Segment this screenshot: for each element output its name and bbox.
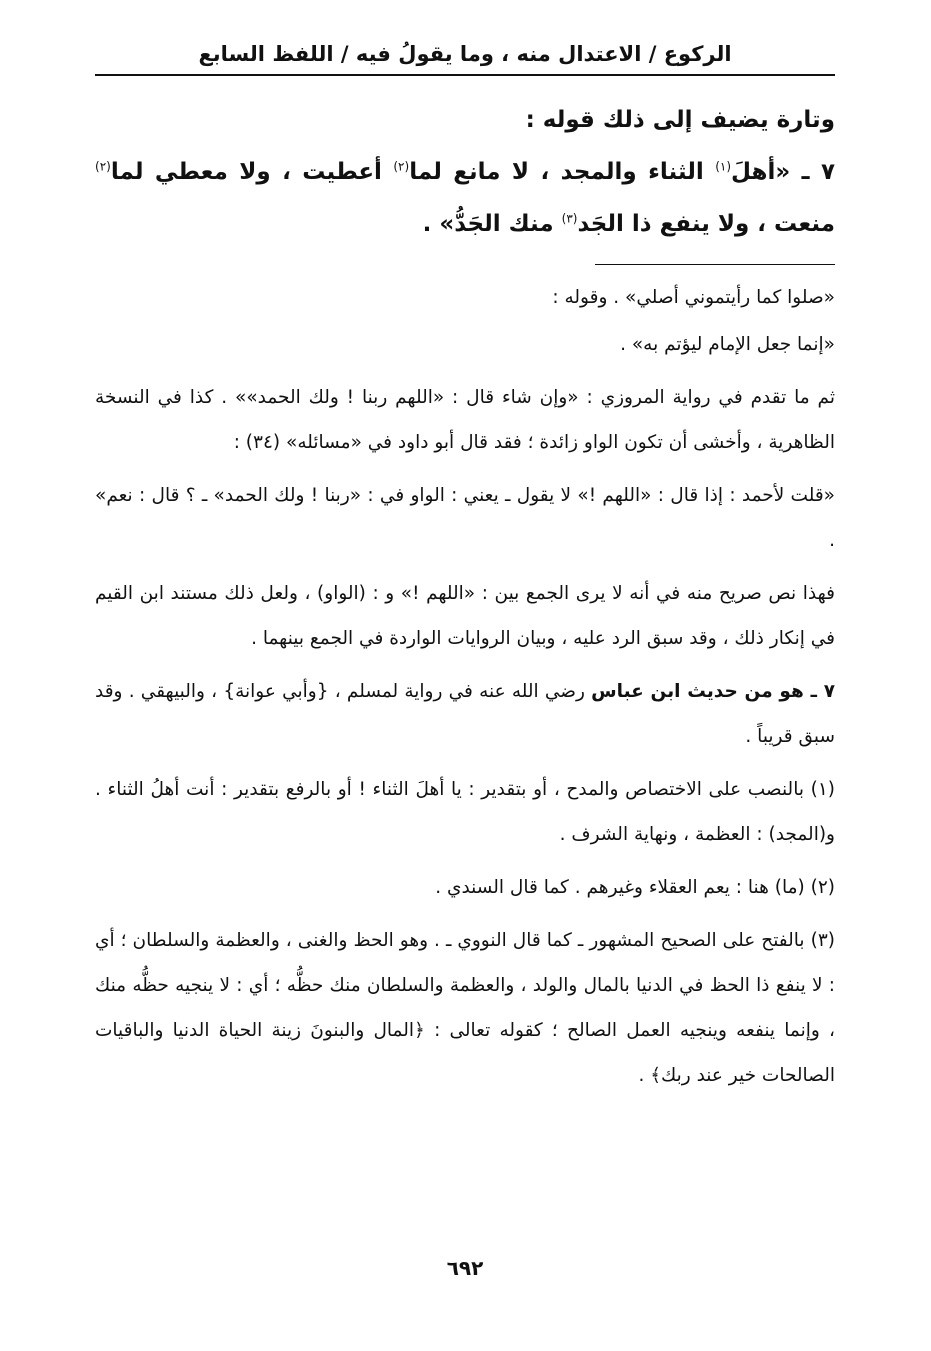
running-title: الركوع / الاعتدال منه ، وما يقولُ فيه / اللفظ السابع bbox=[95, 38, 835, 76]
note-paragraph: «إنما جعل الإمام ليؤتم به» . bbox=[620, 334, 835, 355]
note-paragraph: «صلوا كما رأيتموني أصلي» . وقوله : bbox=[552, 287, 835, 308]
main-text bbox=[95, 94, 835, 250]
footnote-1: (١) بالنصب على الاختصاص والمدح ، أو بتقدير : يا أهلَ الثناء ! أو بالرفع بتقدير : أنت أهلُ الثناء . و(المجد) : العظمة ، ونهاية الشرف . bbox=[95, 779, 835, 845]
note-paragraph: فهذا نص صريح منه في أنه لا يرى الجمع بين : «اللهم !» و : (الواو) ، ولعل ذلك مستند ابن القيم في إنكار ذلك ، وقد سبق الرد عليه ، وبيان الروايات الواردة في الجمع بينهما . bbox=[95, 583, 835, 649]
hadith-segment: منعت ، ولا ينفع ذا الجَد bbox=[577, 211, 835, 237]
note-body: رضي الله عنه في رواية لمسلم ، {وأبي عوانة} ، والبيهقي . وقد سبق قريباً . bbox=[95, 681, 835, 747]
hadith-segment: الثناء والمجد ، لا مانع لما bbox=[409, 159, 716, 185]
hadith-segment: أعطيت ، ولا معطي لما bbox=[110, 159, 394, 185]
note-paragraph bbox=[95, 669, 835, 759]
page-number: ٦٩٢ bbox=[446, 1256, 484, 1280]
note-lead: ٧ ـ هو من حديث ابن عباس bbox=[591, 681, 835, 702]
footnote-separator bbox=[595, 264, 835, 265]
book-page bbox=[95, 38, 835, 1338]
footnotes bbox=[95, 275, 835, 1098]
footnote-marker: (٢) bbox=[393, 159, 410, 174]
footnote-marker: (٢) bbox=[95, 159, 111, 174]
intro-line: وتارة يضيف إلى ذلك قوله : bbox=[525, 107, 835, 133]
footnote-2: (٢) (ما) هنا : يعم العقلاء وغيرهم . كما قال السندي . bbox=[435, 877, 835, 898]
hadith-text bbox=[95, 146, 835, 250]
note-paragraph: ثم ما تقدم في رواية المروزي : «وإن شاء قال : «اللهم ربنا ! ولك الحمد»» . كذا في النسخة الظاهرية ، وأخشى أن تكون الواو زائدة ؛ فقد قال أبو داود في «مسائله» (٣٤) : bbox=[95, 387, 835, 453]
hadith-segment: ٧ ـ «أهلَ bbox=[731, 159, 835, 185]
hadith-segment: منك الجَدُّ» . bbox=[422, 211, 562, 237]
footnote-3: (٣) بالفتح على الصحيح المشهور ـ كما قال النووي ـ . وهو الحظ والغنى ، والعظمة والسلطان ؛ أي : لا ينفع ذا الحظ في الدنيا بالمال والولد ، والعظمة والسلطان منك حظُّه ؛ أي : لا ينجيه حظُّه منك ، وإنما ينفعه وينجيه العمل الصالح ؛ كقوله تعالى : ﴿المال والبنونَ زينة الحياة الدنيا والباقيات الصالحات خير عند ربك﴾ . bbox=[95, 930, 835, 1086]
footnote-marker: (١) bbox=[715, 159, 732, 174]
footnote-marker: (٣) bbox=[561, 211, 578, 226]
note-paragraph: «قلت لأحمد : إذا قال : «اللهم !» لا يقول ـ يعني : الواو في : «ربنا ! ولك الحمد» ـ ؟ قال : نعم» . bbox=[95, 485, 835, 551]
